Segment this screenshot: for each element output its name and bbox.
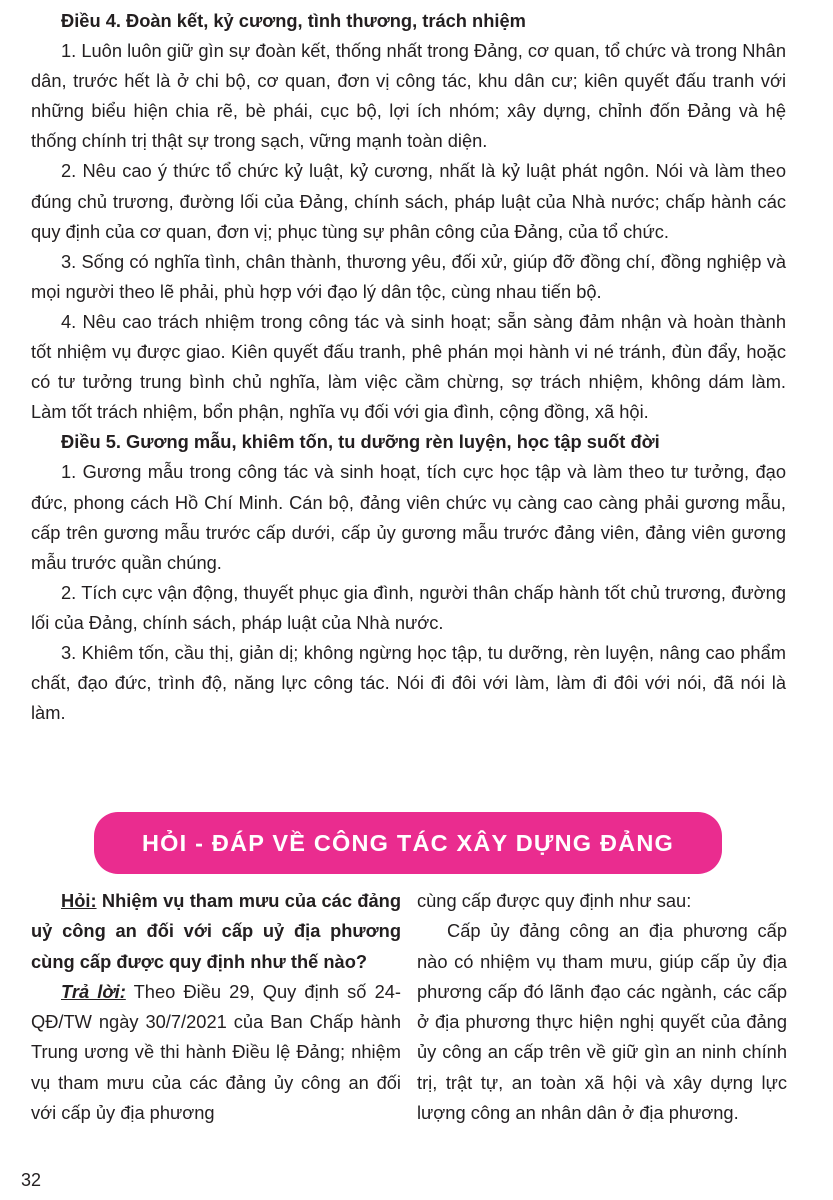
page-number: 32 [21,1170,42,1190]
qa-right-column [417,886,787,1128]
regulation-article [31,6,786,728]
article-4-heading: Điều 4. Đoàn kết, kỷ cương, tình thương, trách nhiệm [61,10,526,31]
article-5-clause-1: 1. Gương mẫu trong công tác và sinh hoạt, tích cực học tập và làm theo tư tưởng, đạo đức, phong cách Hồ Chí Minh. Cán bộ, đảng viên chức vụ càng cao càng phải gương mẫu, cấp trên gương mẫu trước cấp dưới, cấp ủy gương mẫu trước đảng viên, đảng viên gương mẫu trước quần chúng. [31,461,786,573]
article-5-clause-3: 3. Khiêm tốn, cầu thị, giản dị; không ngừng học tập, tu dưỡng, rèn luyện, nâng cao phẩm chất, đạo đức, trình độ, năng lực công tác. Nói đi đôi với làm, làm đi đôi với nói, đã nói là làm. [31,641,786,724]
answer-text: Theo Điều 29, Quy định số 24-QĐ/TW ngày 30/7/2021 của Ban Chấp hành Trung ương về thi hành Điều lệ Đảng; nhiệm vụ tham mưu của các đảng ủy công an đối với cấp ủy địa phương [31,980,402,1124]
article-4-clause-1: 1. Luôn luôn giữ gìn sự đoàn kết, thống nhất trong Đảng, cơ quan, tổ chức và trong Nhân dân, trước hết là ở chi bộ, cơ quan, đơn vị công tác, khu dân cư; kiên quyết đấu tranh với những biểu hiện chia rẽ, bè phái, cục bộ, lợi ích nhóm; xây dựng, chỉnh đốn Đảng và hệ thống chính trị thật sự trong sạch, vững mạnh toàn diện. [31,40,786,152]
answer-continued: cùng cấp được quy định như sau: [417,890,692,911]
article-4-clause-3: 3. Sống có nghĩa tình, chân thành, thương yêu, đối xử, giúp đỡ đồng chí, đồng nghiệp và mọi người theo lẽ phải, phù hợp với đạo lý dân tộc, cùng nhau tiến bộ. [31,250,786,302]
article-4-clause-2: 2. Nêu cao ý thức tổ chức kỷ luật, kỷ cương, nhất là kỷ luật phát ngôn. Nói và làm theo đúng chủ trương, đường lối của Đảng, chính sách, pháp luật của Nhà nước; chấp hành các quy định của cơ quan, đơn vị; phục tùng sự phân công của Đảng, của tổ chức. [31,160,786,242]
article-4-clause-4: 4. Nêu cao trách nhiệm trong công tác và sinh hoạt; sẵn sàng đảm nhận và hoàn thành tốt nhiệm vụ được giao. Kiên quyết đấu tranh, phê phán mọi hành vi né tránh, đùn đẩy, hoặc có tư tưởng trung bình chủ nghĩa, làm việc cầm chừng, sợ trách nhiệm, không dám làm. Làm tốt trách nhiệm, bổn phận, nghĩa vụ đối với gia đình, cộng đồng, xã hội. [31,310,786,423]
qa-section-banner [94,812,722,874]
qa-left-column [31,886,401,1128]
qa-section-title: HỎI - ĐÁP VỀ CÔNG TÁC XÂY DỰNG ĐẢNG [142,829,674,856]
question-text: Nhiệm vụ tham mưu của các đảng uỷ công an đối với cấp uỷ địa phương cùng cấp được quy định như thế nào? [31,890,401,972]
answer-detail: Cấp ủy đảng công an địa phương cấp nào có nhiệm vụ tham mưu, giúp cấp ủy địa phương cấp đó lãnh đạo các ngành, các cấp ở địa phương thực hiện nghị quyết của đảng ủy công an cấp trên về giữ gìn an ninh chính trị, trật tự, an toàn xã hội và xây dựng lực lượng công an nhân dân ở địa phương. [417,920,787,1124]
question-label: Hỏi: [61,890,97,911]
question-paragraph [31,886,401,977]
article-5-heading: Điều 5. Gương mẫu, khiêm tốn, tu dưỡng rèn luyện, học tập suốt đời [61,431,660,453]
article-5-clause-2: 2. Tích cực vận động, thuyết phục gia đình, người thân chấp hành tốt chủ trương, đường lối của Đảng, chính sách, pháp luật của Nhà nước. [31,581,786,633]
answer-paragraph [31,977,401,1128]
answer-label: Trả lời: [61,980,126,1002]
